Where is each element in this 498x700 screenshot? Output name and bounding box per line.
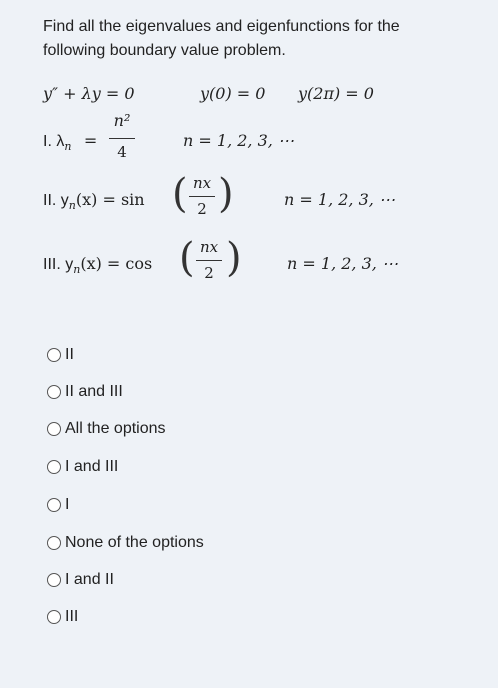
option-label: II and III — [65, 383, 123, 400]
option-label: All the options — [65, 420, 166, 437]
statement-2-fraction-bar — [189, 196, 215, 197]
radio-button[interactable] — [47, 460, 61, 474]
radio-button[interactable] — [47, 536, 61, 550]
question-line-1: Find all the eigenvalues and eigenfunctions for the — [43, 18, 400, 35]
option-label: None of the options — [65, 534, 204, 551]
statement-2-left-paren: ( — [172, 171, 188, 217]
option-ii[interactable] — [47, 344, 74, 366]
statement-2-right-paren: ) — [218, 171, 234, 217]
statement-3-numerator: nx — [199, 238, 219, 256]
statement-3-right-paren: ) — [226, 235, 242, 281]
option-label: II — [65, 346, 74, 363]
radio-button[interactable] — [47, 348, 61, 362]
boundary-condition-1: y(0) = 0 — [200, 84, 266, 103]
statement-2-denominator: 2 — [197, 200, 207, 218]
question-line-2: following boundary value problem. — [43, 42, 286, 59]
statement-3-denominator: 2 — [204, 264, 214, 282]
option-label: I and II — [65, 571, 114, 588]
radio-button[interactable] — [47, 573, 61, 587]
option-label: III — [65, 608, 79, 625]
option-label: I — [65, 496, 70, 513]
statement-3-range: n = 1, 2, 3, ⋯ — [287, 254, 398, 273]
option-iii[interactable] — [47, 606, 78, 628]
statement-2-label: II. $y_n(x) = \sin$ — [43, 190, 145, 213]
statement-3-left-paren: ( — [179, 235, 195, 281]
radio-button[interactable] — [47, 385, 61, 399]
question-text — [43, 15, 463, 63]
option-i[interactable] — [47, 494, 69, 516]
statement-1-range: n = 1, 2, 3, ⋯ — [183, 131, 294, 150]
option-none[interactable] — [47, 532, 204, 554]
radio-button[interactable] — [47, 498, 61, 512]
option-ii-and-iii[interactable] — [47, 381, 123, 403]
radio-button[interactable] — [47, 610, 61, 624]
option-label: I and III — [65, 458, 119, 475]
statement-1-numerator: n² — [113, 111, 131, 130]
statement-2-numerator: nx — [192, 174, 212, 192]
ode-equation: y″ + λy = 0 — [43, 84, 135, 103]
radio-button[interactable] — [47, 422, 61, 436]
option-i-and-iii[interactable] — [47, 456, 118, 478]
statement-3-fraction-bar — [196, 260, 222, 261]
option-all[interactable] — [47, 418, 166, 440]
statement-2-range: n = 1, 2, 3, ⋯ — [284, 190, 395, 209]
statement-1-denominator: 4 — [117, 143, 127, 161]
boundary-condition-2: y(2π) = 0 — [298, 84, 374, 103]
statement-3-label: III. $y_n(x) = \cos$ — [43, 254, 153, 277]
option-i-and-ii[interactable] — [47, 569, 114, 591]
statement-1-label: I. $\lambda_n$ = — [43, 131, 98, 154]
statement-1-fraction-bar — [109, 138, 135, 139]
